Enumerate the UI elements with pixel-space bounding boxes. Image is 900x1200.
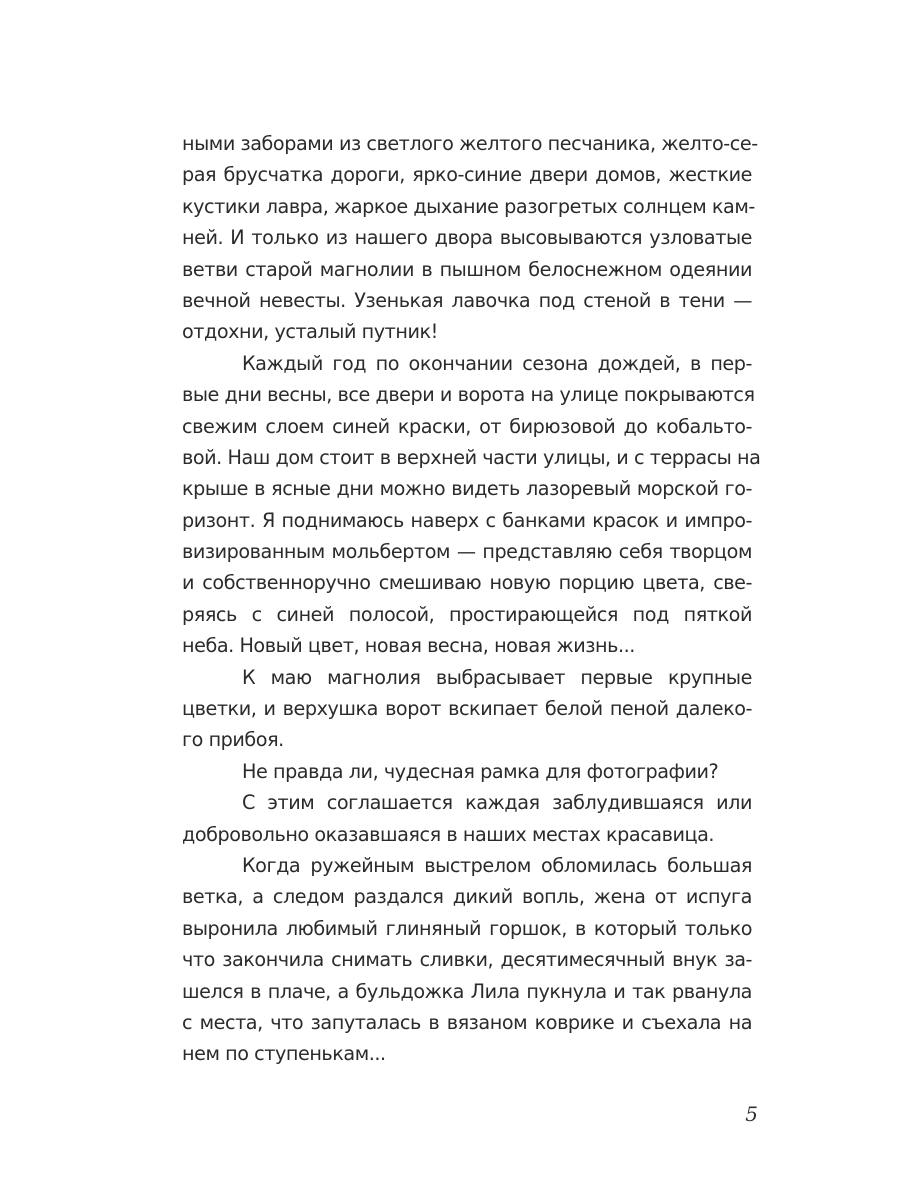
paragraph	[182, 850, 752, 1070]
paragraph	[182, 756, 752, 787]
text-line: К маю магнолия выбрасывает первые крупные	[242, 665, 752, 689]
text-line: цветки, и верхушка ворот вскипает белой пеной далеко-	[182, 697, 752, 721]
text-line: Когда ружейным выстрелом обломилась большая	[242, 853, 752, 877]
paragraph	[182, 348, 761, 662]
text-line: го прибоя.	[182, 728, 284, 752]
text-line: кустики лавра, жаркое дыхание разогретых солнцем кам-	[182, 194, 755, 218]
text-line: отдохни, усталый путник!	[182, 320, 438, 344]
text-line: неба. Новый цвет, новая весна, новая жизнь...	[182, 634, 635, 658]
text-line: и собственноручно смешиваю новую порцию цвета, све-	[182, 571, 752, 595]
text-line: ветви старой магнолии в пышном белоснежном одеянии	[182, 257, 752, 281]
page-number: 5	[745, 1102, 758, 1126]
paragraph	[182, 662, 752, 756]
text-line: ризонт. Я поднимаюсь наверх с банками красок и импро-	[182, 508, 752, 532]
text-line: Не правда ли, чудесная рамка для фотографии?	[242, 759, 719, 783]
text-line: ными заборами из светлого желтого песчаника, желто-се-	[182, 132, 758, 155]
text-line: С этим соглашается каждая заблудившаяся или	[242, 791, 752, 815]
text-line: вые дни весны, все двери и ворота на улице покрываются	[182, 383, 755, 407]
text-line: нем по ступенькам...	[182, 1042, 386, 1066]
text-line: крыше в ясные дни можно видеть лазоревый морской го-	[182, 477, 752, 501]
text-line: шелся в плаче, а бульдожка Лила пукнула и так рванула	[182, 979, 752, 1003]
paragraph	[182, 787, 752, 850]
text-line: ветка, а следом раздался дикий вопль, жена от испуга	[182, 885, 752, 909]
text-line: свежим слоем синей краски, от бирюзовой до кобальто-	[182, 414, 752, 438]
text-line: выронила любимый глиняный горшок, в который только	[182, 916, 752, 940]
text-line: ряясь с синей полосой, простирающейся под пяткой	[182, 602, 752, 626]
paragraph	[182, 128, 758, 348]
text-line: Каждый год по окончании сезона дождей, в пер-	[242, 351, 752, 375]
text-line: ней. И только из нашего двора высовываются узловатые	[182, 226, 752, 250]
text-line: вечной невесты. Узенькая лавочка под стеной в тени —	[182, 288, 752, 312]
text-line: вой. Наш дом стоит в верхней части улицы, и с террасы на	[182, 445, 761, 469]
text-line: рая брусчатка дороги, ярко-синие двери домов, жесткие	[182, 163, 752, 187]
text-line: что закончила снимать сливки, десятимесячный внук за-	[182, 948, 752, 972]
text-line: добровольно оказавшаяся в наших местах красавица.	[182, 822, 715, 846]
text-line: визированным мольбертом — представляю себя творцом	[182, 540, 752, 564]
body-text	[182, 128, 761, 1070]
text-line: с места, что запуталась в вязаном коврике и съехала на	[182, 1010, 752, 1034]
